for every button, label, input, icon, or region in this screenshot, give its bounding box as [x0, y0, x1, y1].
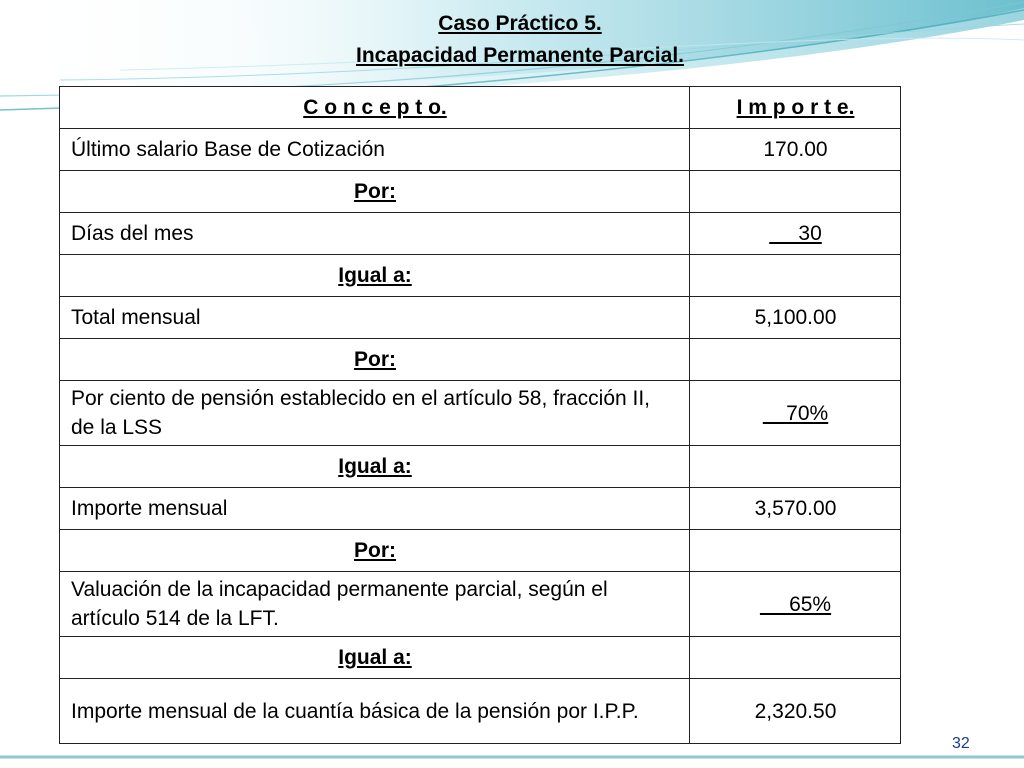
amount-cell: 5,100.00	[690, 297, 901, 339]
amount-cell	[690, 637, 901, 679]
table-row	[60, 488, 901, 530]
amount-cell: 170.00	[690, 129, 901, 171]
table-row	[60, 446, 901, 488]
table-row	[60, 339, 901, 381]
amount-cell: 65%	[690, 572, 901, 637]
table-row	[60, 381, 901, 446]
concept-cell: Valuación de la incapacidad permanente parcial, según el artículo 514 de la LFT.	[60, 572, 690, 637]
table-row	[60, 255, 901, 297]
operator-cell: Por:	[60, 339, 690, 381]
operator-cell: Por:	[60, 530, 690, 572]
table-row	[60, 572, 901, 637]
page-number: 32	[952, 735, 970, 752]
table-row	[60, 637, 901, 679]
table-row	[60, 530, 901, 572]
concept-cell: Total mensual	[60, 297, 690, 339]
table-row	[60, 297, 901, 339]
table-row	[60, 679, 901, 744]
slide-title	[0, 8, 1024, 72]
amount-cell: 30	[690, 213, 901, 255]
header-amount: I m p o r t e.	[690, 87, 901, 129]
operator-cell: Igual a:	[60, 446, 690, 488]
operator-cell: Por:	[60, 171, 690, 213]
concept-cell: Días del mes	[60, 213, 690, 255]
concept-cell: Importe mensual de la cuantía básica de la pensión por I.P.P.	[60, 679, 690, 744]
concept-cell: Por ciento de pensión establecido en el artículo 58, fracción II, de la LSS	[60, 381, 690, 446]
amount-cell	[690, 446, 901, 488]
title-line-1: Caso Práctico 5.	[438, 12, 602, 35]
table-row	[60, 213, 901, 255]
amount-cell: 70%	[690, 381, 901, 446]
concept-cell: Último salario Base de Cotización	[60, 129, 690, 171]
table-row	[60, 129, 901, 171]
operator-cell: Igual a:	[60, 637, 690, 679]
amount-cell	[690, 255, 901, 297]
table-row	[60, 171, 901, 213]
header-concept: C o n c e p t o.	[60, 87, 690, 129]
pension-calculation-table	[59, 86, 901, 744]
amount-cell: 2,320.50	[690, 679, 901, 744]
amount-cell	[690, 171, 901, 213]
table-header-row	[60, 87, 901, 129]
amount-cell: 3,570.00	[690, 488, 901, 530]
concept-cell: Importe mensual	[60, 488, 690, 530]
amount-cell	[690, 530, 901, 572]
operator-cell: Igual a:	[60, 255, 690, 297]
title-line-2: Incapacidad Permanente Parcial.	[356, 44, 684, 67]
amount-cell	[690, 339, 901, 381]
